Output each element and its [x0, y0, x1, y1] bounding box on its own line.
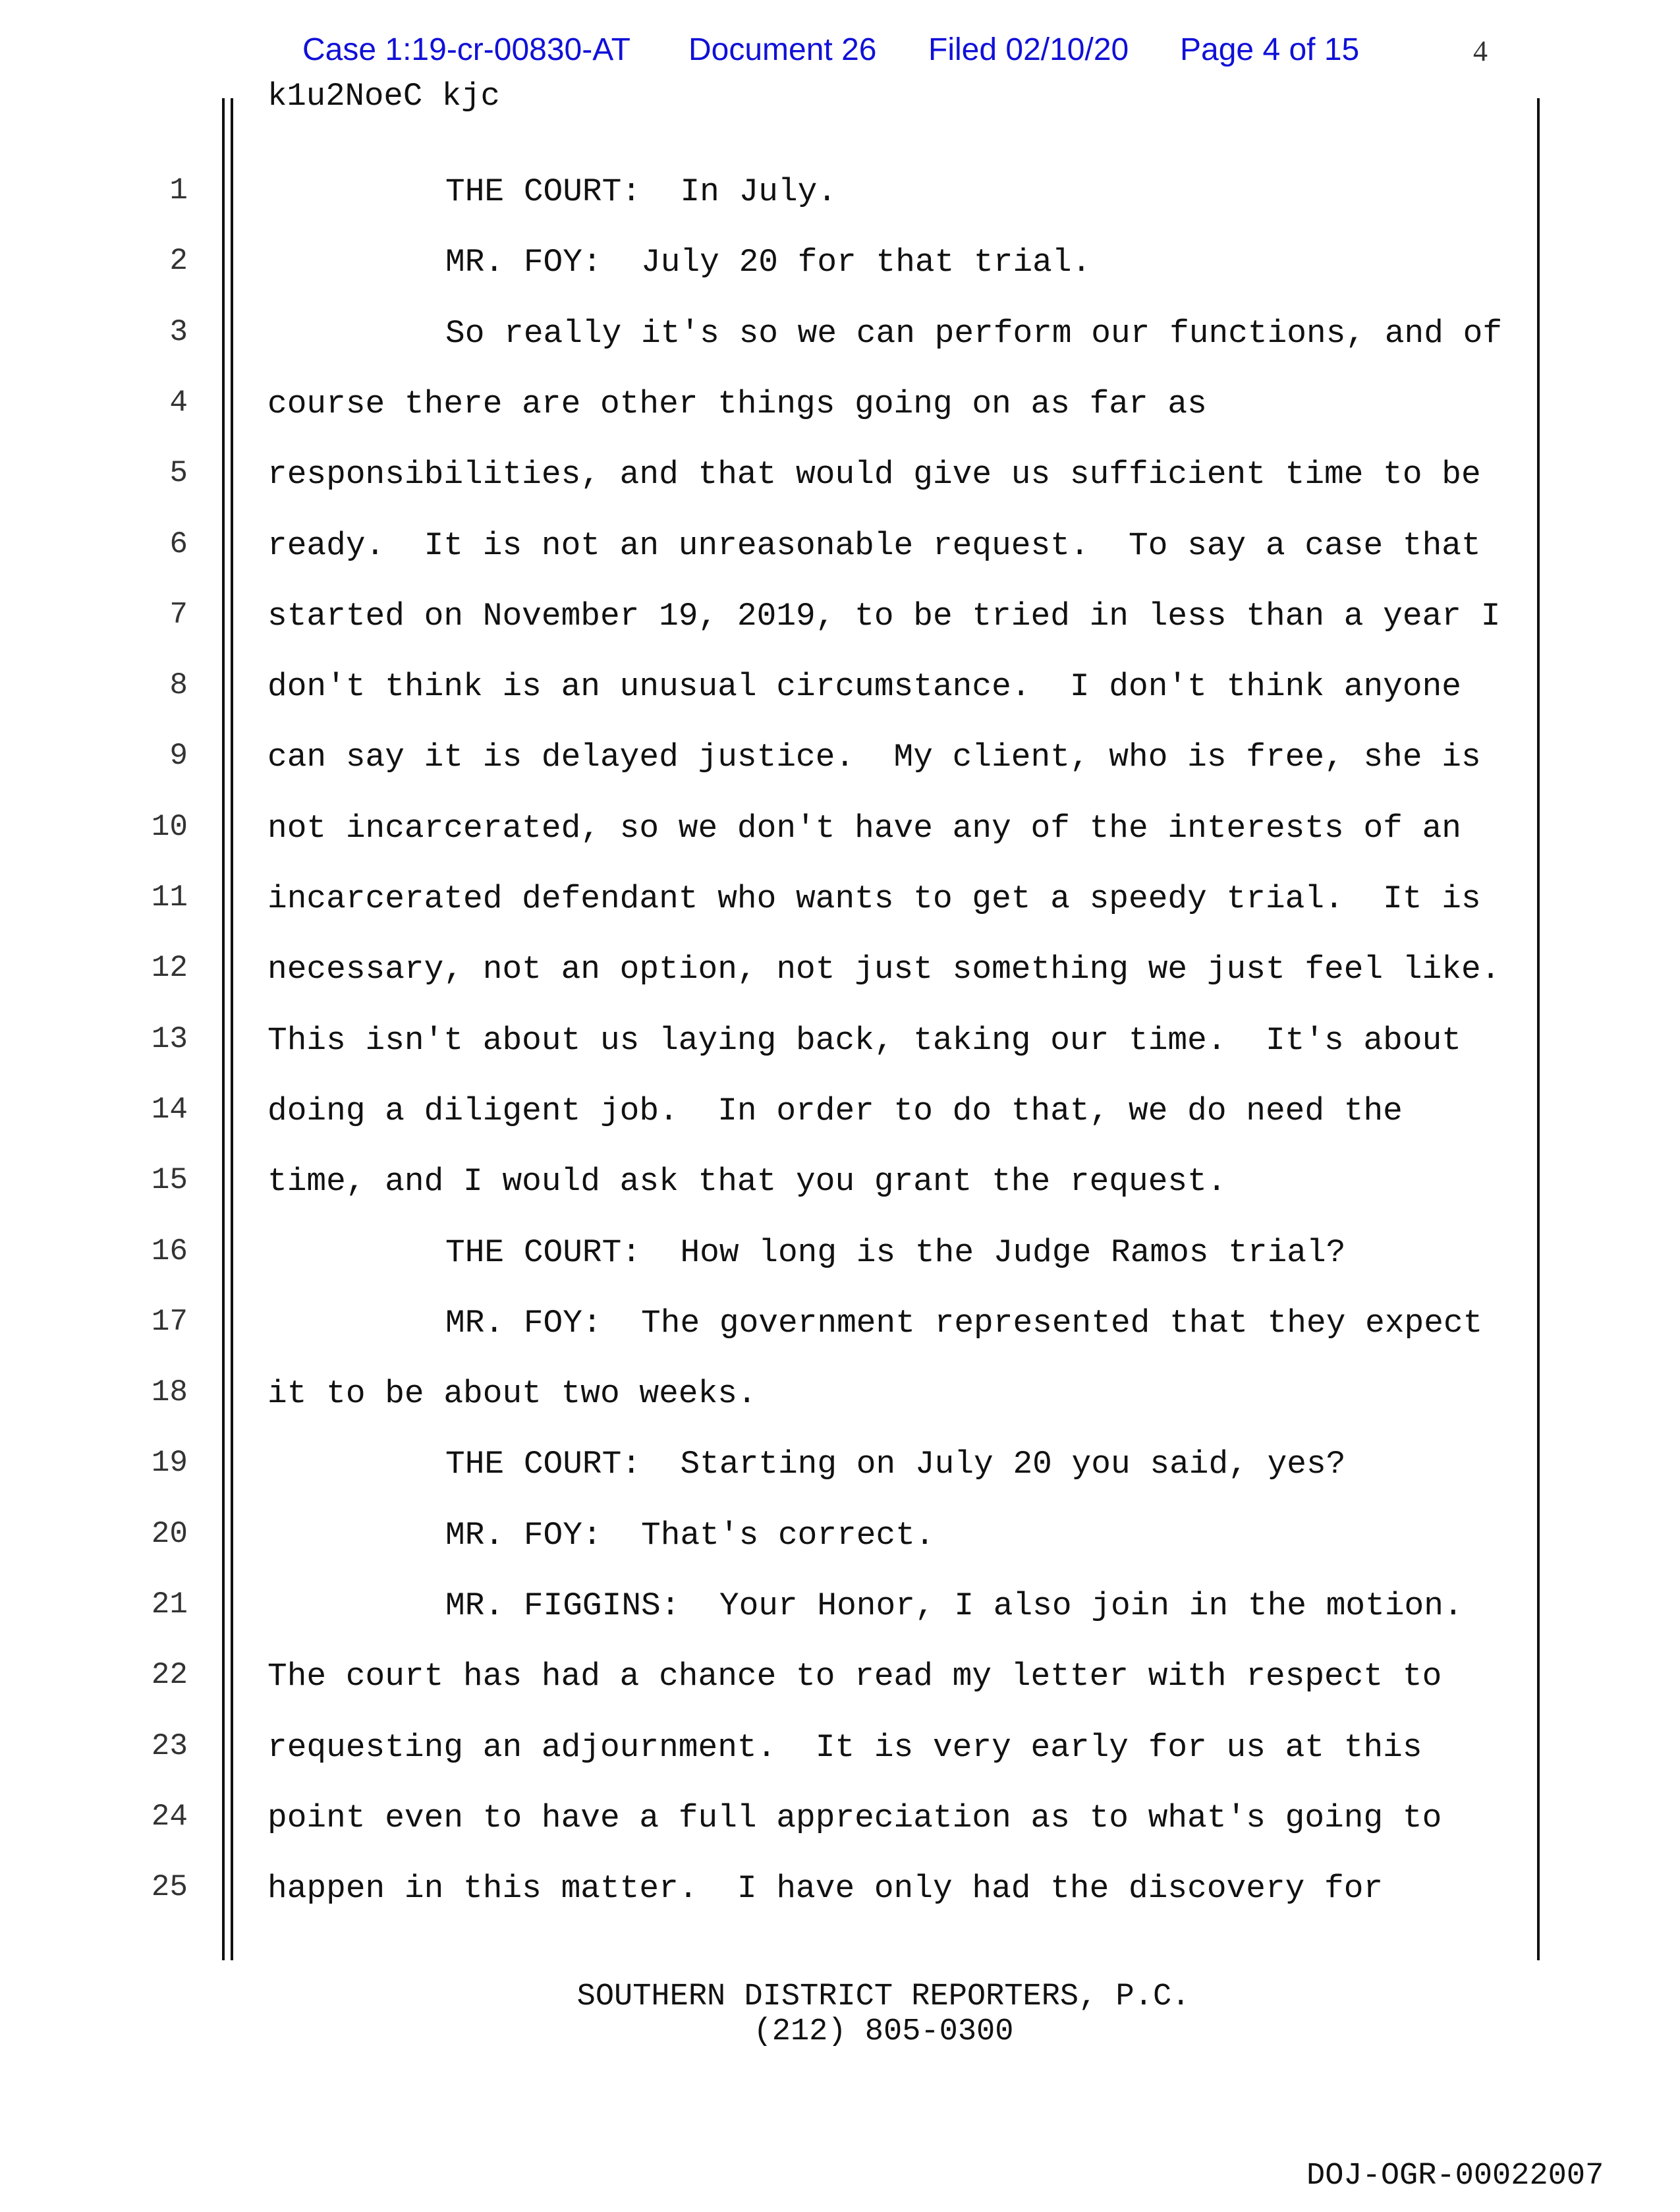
line-number: 22: [151, 1658, 188, 1693]
line-number: 12: [151, 951, 188, 986]
line-number: 16: [151, 1234, 188, 1268]
line-text: time, and I would ask that you grant the request.: [267, 1163, 1227, 1201]
line-number: 5: [169, 456, 188, 491]
line-number: 14: [151, 1092, 188, 1127]
transcript-line: [0, 315, 1680, 354]
line-number: 10: [151, 809, 188, 844]
transcript-line: [0, 880, 1680, 920]
line-number: 1: [169, 173, 188, 208]
line-number: 9: [169, 739, 188, 774]
transcript-line: [0, 1446, 1680, 1485]
line-text: MR. FOY: That's correct.: [445, 1516, 935, 1554]
line-text: happen in this matter. I have only had the discovery for: [267, 1870, 1384, 1908]
transcript-line: [0, 1375, 1680, 1415]
line-number: 8: [169, 668, 188, 703]
line-number: 24: [151, 1799, 188, 1834]
transcript-line: [0, 1658, 1680, 1697]
transcript-line: [0, 1092, 1680, 1132]
transcript-line: [0, 1870, 1680, 1910]
transcript-line: [0, 739, 1680, 778]
line-text: it to be about two weeks.: [267, 1375, 757, 1413]
line-text: can say it is delayed justice. My client, who is free, she is: [267, 739, 1481, 776]
line-number: 21: [151, 1587, 188, 1622]
line-number: 13: [151, 1021, 188, 1056]
line-text: not incarcerated, so we don't have any of the interests of an: [267, 809, 1461, 847]
line-text: doing a diligent job. In order to do that, we do need the: [267, 1092, 1403, 1129]
line-text: course there are other things going on as far as: [267, 385, 1207, 422]
transcript-line: [0, 1800, 1680, 1839]
line-text: MR. FIGGINS: Your Honor, I also join in the motion.: [445, 1587, 1463, 1624]
line-text: So really it's so we can perform our functions, and of: [445, 314, 1503, 352]
transcript-page-number: 4: [1473, 35, 1488, 67]
transcript-line: [0, 1305, 1680, 1344]
transcript-line: [0, 385, 1680, 425]
transcript-line: [0, 951, 1680, 990]
line-text: started on November 19, 2019, to be tried in less than a year I: [267, 597, 1501, 635]
line-text: MR. FOY: July 20 for that trial.: [445, 244, 1092, 281]
page-indicator: Page 4 of 15: [1180, 32, 1360, 67]
line-number: 18: [151, 1375, 188, 1410]
transcript-line: [0, 1729, 1680, 1769]
transcript-line: [0, 598, 1680, 637]
line-text: point even to have a full appreciation as to what's going to: [267, 1799, 1442, 1836]
line-text: THE COURT: How long is the Judge Ramos trial?: [445, 1234, 1346, 1271]
filed-date: Filed 02/10/20: [928, 32, 1129, 67]
transcript-line: [0, 1022, 1680, 1062]
line-text: incarcerated defendant who wants to get a speedy trial. It is: [267, 880, 1481, 917]
transcript-line: [0, 244, 1680, 283]
line-number: 17: [151, 1304, 188, 1339]
line-number: 23: [151, 1728, 188, 1763]
bates-number: DOJ-OGR-00022007: [1306, 2159, 1604, 2194]
line-text: requesting an adjournment. It is very early for us at this: [267, 1728, 1422, 1766]
line-number: 25: [151, 1870, 188, 1905]
transcript-line: [0, 668, 1680, 708]
line-text: THE COURT: Starting on July 20 you said, yes?: [445, 1446, 1346, 1483]
line-number: 19: [151, 1446, 188, 1481]
line-text: don't think is an unusual circumstance. I don't think anyone: [267, 668, 1461, 706]
line-number: 11: [151, 880, 188, 915]
line-text: MR. FOY: The government represented that they expect: [445, 1304, 1483, 1342]
footer-reporter: SOUTHERN DISTRICT REPORTERS, P.C.: [576, 1979, 1190, 2014]
line-text: This isn't about us laying back, taking our time. It's about: [267, 1021, 1461, 1059]
line-text: The court has had a chance to read my letter with respect to: [267, 1658, 1442, 1695]
reporter-stamp: k1u2NoeC kjc: [267, 78, 500, 115]
line-number: 15: [151, 1163, 188, 1198]
transcript-line: [0, 810, 1680, 849]
line-number: 6: [169, 526, 188, 561]
line-text: ready. It is not an unreasonable request. To say a case that: [267, 526, 1481, 564]
line-number: 4: [169, 385, 188, 420]
line-number: 2: [169, 244, 188, 279]
transcript-line: [0, 1163, 1680, 1203]
transcript-line: [0, 527, 1680, 567]
footer-phone: (212) 805-0300: [753, 2014, 1014, 2049]
transcript-line: [0, 1587, 1680, 1627]
transcript-line: [0, 456, 1680, 496]
line-number: 20: [151, 1516, 188, 1551]
transcript-line: [0, 173, 1680, 213]
line-number: 7: [169, 597, 188, 632]
transcript-line: [0, 1234, 1680, 1274]
line-text: necessary, not an option, not just something we just feel like.: [267, 951, 1501, 988]
line-text: THE COURT: In July.: [445, 173, 837, 210]
line-number: 3: [169, 314, 188, 349]
document-number: Document 26: [688, 32, 877, 67]
line-text: responsibilities, and that would give us sufficient time to be: [267, 456, 1481, 494]
transcript-line: [0, 1517, 1680, 1556]
case-number: Case 1:19-cr-00830-AT: [302, 32, 630, 67]
